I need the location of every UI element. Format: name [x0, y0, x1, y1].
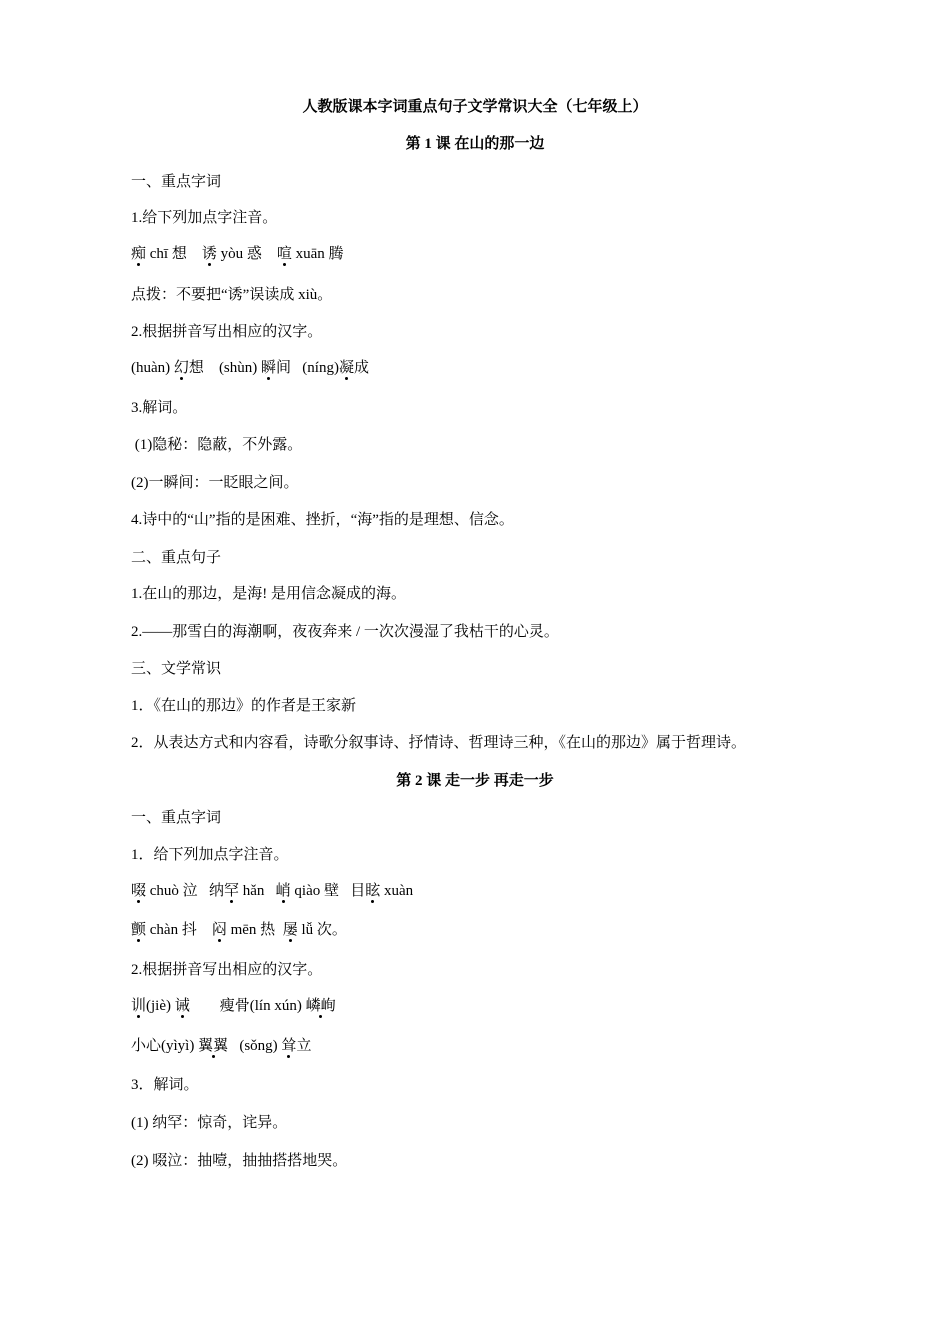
lesson2-section-vocabulary: 一、重点字词 — [131, 810, 222, 826]
lesson1-definition-2: (2)一瞬间：一眨眼之间。 — [131, 475, 299, 491]
dotted-char: 耸 — [281, 1038, 297, 1054]
lesson1-definition-1: (1)隐秘：隐蔽，不外露。 — [131, 437, 303, 453]
lesson1-question-2: 2.根据拼音写出相应的汉字。 — [131, 324, 323, 340]
lesson1-hint: 点拨：不要把“诱”误读成 xiù。 — [131, 287, 333, 303]
lesson2-question-1: 1．给下列加点字注音。 — [131, 847, 289, 863]
lesson2-definition-2: (2) 啜泣：抽噎，抽抽搭搭地哭。 — [131, 1153, 348, 1169]
dotted-char: 闷 — [211, 922, 227, 938]
dotted-char: 痴 — [131, 246, 147, 262]
lesson1-section-vocabulary: 一、重点字词 — [131, 174, 222, 190]
lesson2-question-3: 3．解词。 — [131, 1077, 199, 1093]
dotted-char: 诫 — [174, 998, 190, 1014]
lesson1-write-row: (huàn) 幻想 (shùn) 瞬间 (níng)凝成 — [131, 360, 369, 376]
dotted-char: 屡 — [282, 922, 298, 938]
lesson1-sentence-1: 1.在山的那边，是海! 是用信念凝成的海。 — [131, 586, 406, 602]
lesson2-pinyin-row-1: 啜 chuò 泣 纳罕 hǎn 峭 qiào 壁 目眩 xuàn — [131, 883, 414, 899]
dotted-char: 罕 — [223, 883, 239, 899]
dotted-char: 啜 — [131, 883, 147, 899]
dotted-char: 训 — [131, 998, 147, 1014]
lesson1-pinyin-row: 痴 chī 想 诱 yòu 惑 喧 xuān 腾 — [131, 246, 344, 262]
lesson1-literature-1: 1．《在山的那边》的作者是王家新 — [131, 698, 357, 714]
dotted-char: 瞬 — [261, 360, 277, 376]
dotted-char: 嶙峋 — [305, 998, 336, 1014]
lesson2-write-row-1: 训(jiè) 诫 瘦骨(lín xún) 嶙峋 — [131, 998, 336, 1014]
lesson2-pinyin-row-2: 颤 chàn 抖 闷 mēn 热 屡 lǚ 次。 — [131, 922, 347, 938]
dotted-char: 幻 — [173, 360, 189, 376]
lesson1-heading: 第 1 课 在山的那一边 — [405, 136, 545, 152]
dotted-char: 诱 — [201, 246, 217, 262]
dotted-char: 喧 — [276, 246, 292, 262]
lesson1-sentence-2: 2.——那雪白的海潮啊，夜夜奔来 / 一次次漫湿了我枯干的心灵。 — [131, 624, 559, 640]
lesson1-question-3: 3.解词。 — [131, 400, 188, 416]
document-title: 人教版课本字词重点句子文学常识大全（七年级上） — [302, 99, 648, 115]
lesson2-question-2: 2.根据拼音写出相应的汉字。 — [131, 962, 323, 978]
dotted-char: 颤 — [131, 922, 147, 938]
lesson2-definition-1: (1) 纳罕：惊奇，诧异。 — [131, 1115, 288, 1131]
lesson1-question-4: 4.诗中的“山”指的是困难、挫折，“海”指的是理想、信念。 — [131, 512, 514, 528]
dotted-char: 翼翼 — [198, 1038, 229, 1054]
lesson1-literature-2: 2．从表达方式和内容看，诗歌分叙事诗、抒情诗、哲理诗三种，《在山的那边》属于哲理诗。 — [131, 735, 747, 751]
lesson1-question-1: 1.给下列加点字注音。 — [131, 210, 278, 226]
dotted-char: 眩 — [365, 883, 381, 899]
dotted-char: 峭 — [275, 883, 291, 899]
lesson1-section-sentences: 二、重点句子 — [131, 550, 222, 566]
lesson2-heading: 第 2 课 走一步 再走一步 — [396, 773, 554, 789]
dotted-char: 凝 — [338, 360, 354, 376]
lesson2-write-row-2: 小心(yìyì) 翼翼 (sǒng) 耸立 — [131, 1038, 312, 1054]
lesson1-section-literature: 三、文学常识 — [131, 661, 222, 677]
